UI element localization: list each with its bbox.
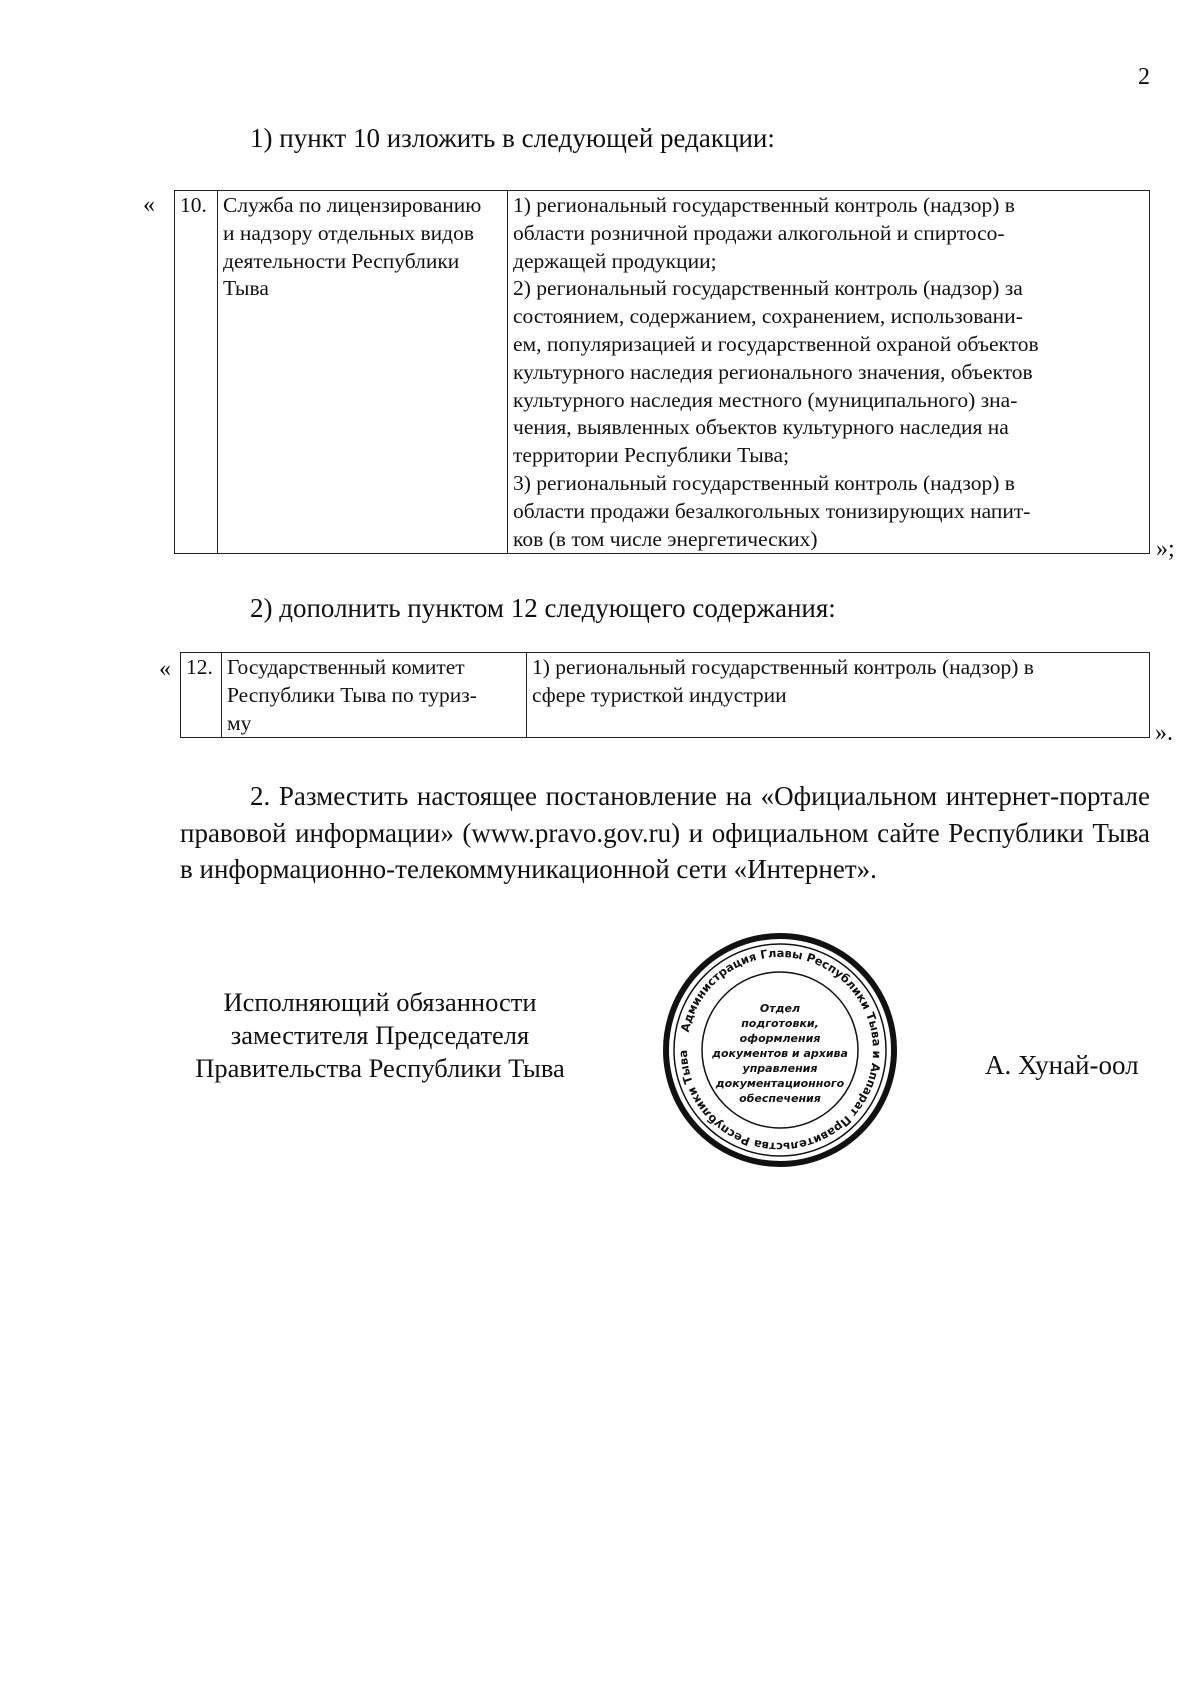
seal-ring-text: Администрация Главы Республики Тыва и Аппарат Правительства Республики Тыва [675, 945, 885, 1155]
seal-center-line: оформления [739, 1032, 821, 1045]
seal-center-line: подготовки, [741, 1017, 819, 1030]
authority-cell [218, 191, 508, 554]
seal-center-line: документов и архива [712, 1047, 848, 1060]
seal-center-line: управления [742, 1062, 818, 1075]
authority-line: Государственный комитет [227, 655, 465, 679]
publication-paragraph-text: 2. Разместить настоящее постановление на «Официальном интернет-портале правовой информации» (www.pravo.gov.ru) и официальном сайте Республики Тыва в информационно-телекоммуникационной сети «Интернет». [180, 781, 1150, 884]
function-line: ем, популяризацией и государственной охраной объектов [513, 331, 1039, 356]
function-line: 1) региональный государственный контроль (надзор) в [513, 193, 1015, 217]
functions-cell [508, 191, 1150, 554]
position-line: Правительства Республики Тыва [195, 1053, 565, 1083]
function-line: 2) региональный государственный контроль (надзор) за [513, 276, 1023, 301]
function-line: культурного наследия регионального значения, объектов [513, 359, 1033, 384]
table-1-close-quote: »; [1156, 536, 1175, 562]
seal-center-line: Отдел [759, 1002, 801, 1015]
authority-line: и надзору отдельных видов [223, 220, 475, 245]
official-seal [660, 930, 900, 1170]
function-line: чения, выявленных объектов культурного наследия на [513, 415, 1009, 440]
function-line: культурного наследия местного (муниципального) зна- [513, 387, 1018, 412]
table-2-open-quote: « [159, 656, 171, 682]
function-line: сфере туристкой индустрии [532, 682, 787, 707]
item-1-heading: 1) пункт 10 изложить в следующей редакции: [250, 123, 775, 153]
function-line: области розничной продажи алкогольной и спиртосо- [513, 220, 1005, 245]
function-line: территории Республики Тыва; [513, 443, 790, 468]
position-line: Исполняющий обязанности [223, 987, 537, 1017]
function-line: состоянием, содержанием, сохранением, использовани- [513, 304, 1023, 329]
table-2-close-quote: ». [1155, 720, 1173, 746]
seal-center-line: документационного [715, 1077, 845, 1090]
seal-center-line: обеспечения [739, 1092, 821, 1105]
function-line: 3) региональный государственный контроль (надзор) в [513, 470, 1015, 495]
functions-cell [527, 653, 1150, 738]
authority-line: Тыва [223, 276, 269, 301]
table-2-row-12 [181, 653, 1150, 738]
row-number-cell: 10. [175, 191, 218, 554]
table-1-row-10 [175, 191, 1150, 554]
table-1 [174, 190, 1150, 554]
row-number-cell: 12. [181, 653, 222, 738]
table-2 [180, 652, 1150, 738]
publication-paragraph [180, 778, 1150, 888]
function-line: 1) региональный государственный контроль (надзор) в [532, 655, 1034, 679]
authority-line: деятельности Республики [223, 248, 460, 273]
authority-line: му [227, 710, 252, 735]
page-number: 2 [1138, 64, 1150, 90]
table-1-open-quote: « [143, 192, 155, 218]
function-line: области продажи безалкогольных тонизирующих напит- [513, 498, 1031, 523]
authority-line: Республики Тыва по туриз- [227, 682, 477, 707]
authority-line: Служба по лицензированию [223, 193, 482, 217]
signatory-name: А. Хунай-оол [985, 1050, 1139, 1080]
signatory-position [170, 986, 590, 1085]
function-line: держащей продукции; [513, 248, 717, 273]
item-2-heading: 2) дополнить пунктом 12 следующего содержания: [250, 593, 836, 623]
function-line: ков (в том числе энергетических) [513, 526, 818, 551]
authority-cell [222, 653, 527, 738]
position-line: заместителя Председателя [230, 1020, 530, 1050]
